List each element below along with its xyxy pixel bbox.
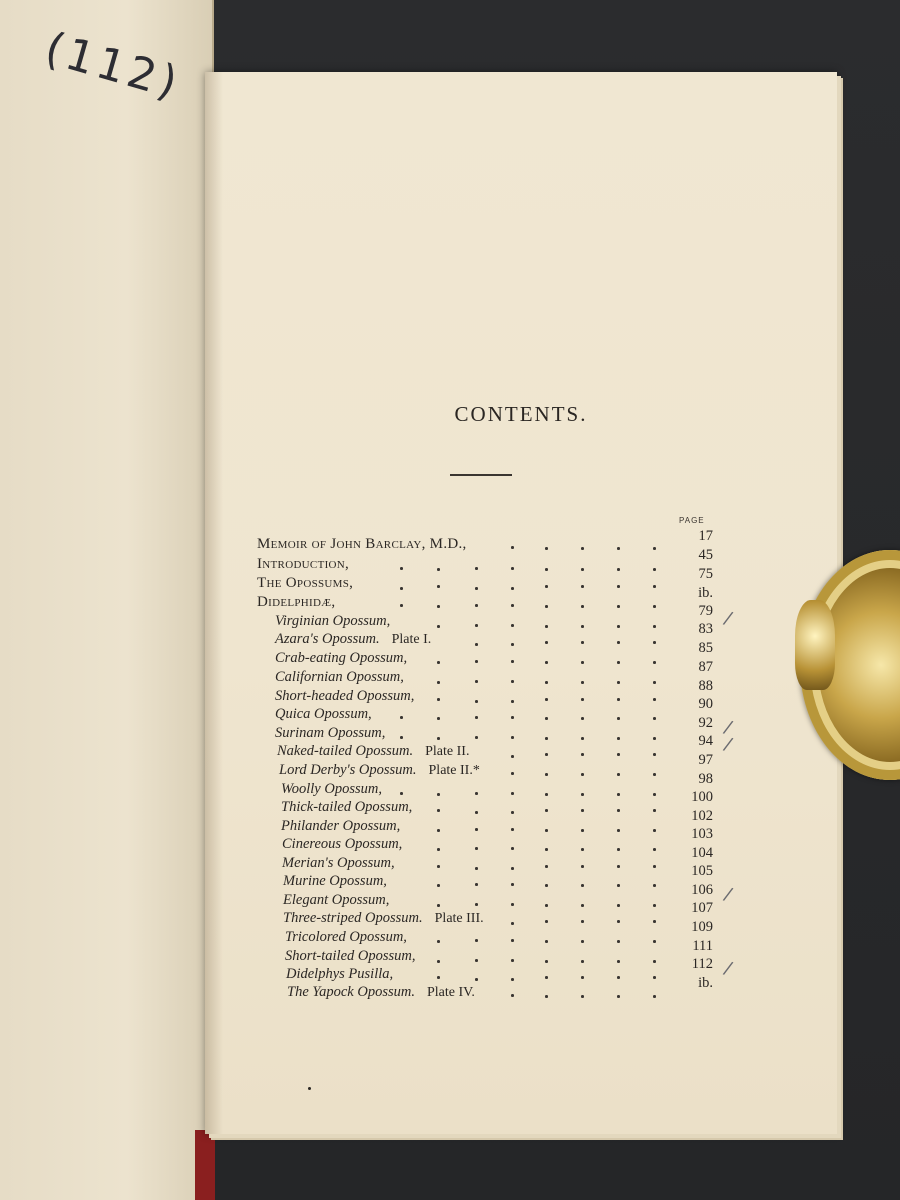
leader-dot	[581, 904, 584, 907]
leader-dot	[511, 883, 514, 886]
leader-dot	[653, 793, 656, 796]
leader-dot	[475, 978, 478, 981]
entry-title: The Opossums,	[257, 575, 354, 591]
leader-dot	[511, 624, 514, 627]
entry-title: Thick-tailed Opossum,	[281, 799, 413, 815]
leader-dot	[617, 753, 620, 756]
entry-title: Lord Derby's Opossum.	[279, 762, 417, 778]
entry-page-number: 103	[691, 826, 713, 842]
leader-dot	[653, 568, 656, 571]
entry-page-number: 75	[698, 566, 713, 582]
leader-dot	[581, 605, 584, 608]
leader-dot	[617, 585, 620, 588]
leader-dot	[511, 546, 514, 549]
entry-title: Naked-tailed Opossum.	[277, 743, 414, 759]
leader-dot	[400, 567, 403, 570]
leader-dot	[617, 995, 620, 998]
leader-dot	[437, 940, 440, 943]
leader-dot	[437, 848, 440, 851]
pencil-check-mark: /	[721, 716, 735, 739]
leader-dot	[653, 865, 656, 868]
leader-dot	[653, 884, 656, 887]
leader-dot	[437, 865, 440, 868]
entry-page-number: 92	[698, 715, 713, 731]
leader-dot	[400, 792, 403, 795]
entry-page-number: 111	[692, 938, 713, 954]
leader-dot	[581, 753, 584, 756]
toc-entry	[282, 855, 395, 875]
entry-plate: Plate II.	[425, 744, 470, 759]
entry-title: Woolly Opossum,	[281, 781, 382, 797]
leader-dot	[475, 643, 478, 646]
leader-dot	[511, 567, 514, 570]
entry-title: Tricolored Opossum,	[285, 929, 407, 945]
leader-dot	[511, 811, 514, 814]
leader-dot	[437, 737, 440, 740]
leader-dot	[545, 547, 548, 550]
leader-dot	[511, 994, 514, 997]
leader-dot	[511, 660, 514, 663]
leader-dot	[653, 773, 656, 776]
leader-dot	[437, 661, 440, 664]
toc-entry	[275, 725, 385, 745]
leader-dot	[475, 700, 478, 703]
leader-dot	[581, 809, 584, 812]
leader-dot	[511, 736, 514, 739]
leader-dot	[581, 829, 584, 832]
leader-dot	[653, 829, 656, 832]
leader-dot	[653, 848, 656, 851]
leader-dot	[545, 884, 548, 887]
contents-page	[205, 72, 837, 1134]
toc-entry	[283, 892, 389, 912]
leader-dot	[511, 716, 514, 719]
leader-dot	[511, 643, 514, 646]
leader-dot	[545, 829, 548, 832]
entry-page-number: 87	[698, 659, 713, 675]
pencil-check-mark: /	[721, 607, 735, 630]
leader-dot	[617, 829, 620, 832]
leader-dot	[617, 793, 620, 796]
leader-dot	[437, 884, 440, 887]
leader-dot	[581, 960, 584, 963]
red-edge	[195, 1130, 215, 1200]
leader-dot	[511, 978, 514, 981]
shelfmark-annotation: (112)	[39, 22, 187, 110]
toc-entry	[285, 948, 416, 968]
entry-page-number: ib.	[698, 975, 713, 991]
leader-dot	[653, 681, 656, 684]
entry-title: Crab-eating Opossum,	[275, 650, 408, 666]
leader-dot	[475, 939, 478, 942]
entry-title: Quica Opossum,	[275, 706, 372, 722]
leader-dot	[545, 585, 548, 588]
leader-dot	[617, 737, 620, 740]
leader-dot	[653, 605, 656, 608]
leader-dot	[617, 940, 620, 943]
leader-dot	[475, 792, 478, 795]
leader-dot	[545, 737, 548, 740]
toc-entry	[283, 873, 387, 893]
toc-entry	[275, 706, 372, 726]
leader-dot	[581, 848, 584, 851]
pencil-check-mark: /	[721, 957, 735, 980]
leader-dot	[545, 681, 548, 684]
leader-dot	[617, 865, 620, 868]
leader-dot	[617, 661, 620, 664]
leader-dot	[545, 625, 548, 628]
entry-page-number: 100	[691, 789, 713, 805]
leader-dot	[653, 547, 656, 550]
entry-plate: Plate IV.	[426, 985, 475, 1000]
leader-dot	[617, 773, 620, 776]
leader-dot	[653, 585, 656, 588]
leader-dot	[617, 681, 620, 684]
toc-entry	[281, 818, 400, 838]
toc-entry	[279, 762, 480, 782]
entry-page-number: 109	[691, 919, 713, 935]
leader-dot	[617, 625, 620, 628]
entry-title: Californian Opossum,	[275, 669, 404, 685]
leader-dot	[511, 867, 514, 870]
leader-dot	[545, 940, 548, 943]
leader-dot	[653, 753, 656, 756]
entry-page-number: 112	[691, 956, 713, 972]
leader-dot	[617, 698, 620, 701]
entry-page-number: ib.	[698, 585, 713, 601]
leader-dot	[437, 585, 440, 588]
leader-dot	[475, 680, 478, 683]
leader-dot	[511, 959, 514, 962]
leader-dot	[475, 604, 478, 607]
leader-dot	[653, 809, 656, 812]
entry-title: Short-tailed Opossum,	[285, 948, 416, 964]
leader-dot	[475, 660, 478, 663]
leader-dot	[581, 641, 584, 644]
table-of-contents	[205, 72, 837, 1134]
entry-page-number: 79	[698, 603, 713, 619]
toc-entry	[257, 575, 353, 595]
leader-dot	[437, 960, 440, 963]
entry-title: Introduction,	[257, 556, 350, 572]
leader-dot	[545, 717, 548, 720]
leader-dot	[437, 829, 440, 832]
leader-dot	[437, 625, 440, 628]
toc-entry	[275, 669, 404, 689]
leader-dot	[617, 809, 620, 812]
leader-dot	[475, 883, 478, 886]
leader-dot	[581, 737, 584, 740]
leader-dot	[545, 865, 548, 868]
leader-dot	[545, 568, 548, 571]
entry-title: Merian's Opossum,	[282, 855, 395, 871]
leader-dot	[653, 661, 656, 664]
gilt-crest	[795, 600, 835, 690]
leader-dot	[511, 604, 514, 607]
entry-title: The Yapock Opossum.	[287, 984, 415, 1000]
leader-dot	[545, 698, 548, 701]
leader-dot	[475, 716, 478, 719]
toc-entry	[275, 631, 431, 651]
entry-plate: Plate III.	[434, 911, 484, 926]
leader-dot	[617, 605, 620, 608]
leader-dot	[617, 547, 620, 550]
entry-page-number: 88	[698, 678, 713, 694]
page-title: CONTENTS.	[454, 402, 588, 426]
leader-dot	[581, 717, 584, 720]
leader-dot	[581, 793, 584, 796]
leader-dot	[581, 625, 584, 628]
leader-dot	[511, 755, 514, 758]
leader-dot	[581, 681, 584, 684]
entry-title: Surinam Opossum,	[275, 725, 386, 741]
entry-page-number: 107	[691, 900, 713, 916]
leader-dot	[581, 773, 584, 776]
leader-dot	[653, 920, 656, 923]
leader-dot	[475, 828, 478, 831]
leader-dot	[581, 976, 584, 979]
entry-title: Didelphys Pusilla,	[286, 966, 394, 982]
entry-page-number: 17	[698, 528, 713, 544]
leader-dot	[437, 605, 440, 608]
toc-entry	[257, 594, 335, 614]
entry-page-number: 90	[698, 696, 713, 712]
leader-dot	[545, 904, 548, 907]
entry-plate: Plate I.	[391, 632, 432, 647]
leader-dot	[545, 605, 548, 608]
entry-title: Elegant Opossum,	[283, 892, 390, 908]
leader-dot	[400, 716, 403, 719]
pencil-check-mark: /	[721, 883, 735, 906]
page-column-header: PAGE	[679, 516, 705, 525]
leader-dot	[545, 809, 548, 812]
leader-dot	[545, 920, 548, 923]
left-page	[0, 0, 214, 1200]
leader-dot	[581, 920, 584, 923]
leader-dot	[511, 792, 514, 795]
leader-dot	[617, 884, 620, 887]
leader-dot	[617, 904, 620, 907]
toc-entry	[275, 613, 390, 633]
leader-dot	[437, 717, 440, 720]
leader-dot	[511, 680, 514, 683]
leader-dot	[581, 884, 584, 887]
leader-dot	[581, 865, 584, 868]
leader-dot	[437, 904, 440, 907]
leader-dot	[653, 995, 656, 998]
leader-dot	[511, 847, 514, 850]
entry-page-number: 94	[698, 733, 713, 749]
leader-dot	[653, 976, 656, 979]
leader-dot	[617, 976, 620, 979]
entry-page-number: 45	[698, 547, 713, 563]
entry-page-number: 104	[691, 845, 713, 861]
leader-dot	[653, 737, 656, 740]
leader-dot	[545, 661, 548, 664]
entry-page-number: 83	[698, 621, 713, 637]
entry-page-number: 106	[691, 882, 713, 898]
toc-entry	[281, 799, 412, 819]
entry-title: Memoir of John Barclay, M.D.,	[257, 536, 467, 552]
leader-dot	[511, 587, 514, 590]
entry-title: Azara's Opossum.	[275, 631, 380, 647]
leader-dot	[437, 698, 440, 701]
leader-dot	[437, 568, 440, 571]
leader-dot	[475, 903, 478, 906]
leader-dot	[653, 960, 656, 963]
leader-dot	[475, 811, 478, 814]
entry-title: Philander Opossum,	[281, 818, 401, 834]
leader-dot	[581, 995, 584, 998]
entry-page-number: 85	[698, 640, 713, 656]
leader-dot	[545, 995, 548, 998]
entry-title: Virginian Opossum,	[275, 613, 391, 629]
leader-dot	[511, 922, 514, 925]
leader-dot	[475, 867, 478, 870]
leader-dot	[581, 547, 584, 550]
leader-dot	[653, 625, 656, 628]
leader-dot	[617, 717, 620, 720]
leader-dot	[545, 960, 548, 963]
leader-dot	[545, 848, 548, 851]
leader-dot	[545, 976, 548, 979]
entry-title: Cinereous Opossum,	[282, 836, 403, 852]
leader-dot	[511, 939, 514, 942]
pencil-check-mark: /	[721, 733, 735, 756]
leader-dot	[617, 848, 620, 851]
toc-entry	[281, 781, 382, 801]
leader-dot	[437, 976, 440, 979]
toc-entry	[286, 966, 393, 986]
leader-dot	[581, 940, 584, 943]
entry-page-number: 105	[691, 863, 713, 879]
toc-entry	[282, 836, 402, 856]
leader-dot	[617, 641, 620, 644]
toc-entry	[257, 556, 349, 576]
entry-plate: Plate II.*	[428, 763, 480, 778]
leader-dot	[511, 828, 514, 831]
leader-dot	[653, 904, 656, 907]
leader-dot	[653, 717, 656, 720]
leader-dot	[581, 661, 584, 664]
toc-entry	[275, 650, 407, 670]
leader-dot	[475, 567, 478, 570]
entry-title: Short-headed Opossum,	[275, 688, 415, 704]
toc-entry	[277, 743, 469, 763]
entry-title: Three-striped Opossum.	[283, 910, 423, 926]
toc-entry	[287, 984, 475, 1004]
leader-dot	[511, 772, 514, 775]
leader-dot	[617, 960, 620, 963]
leader-dot	[545, 773, 548, 776]
leader-dot	[475, 959, 478, 962]
leader-dot	[475, 847, 478, 850]
entry-page-number: 102	[691, 808, 713, 824]
leader-dot	[475, 587, 478, 590]
leader-dot	[400, 604, 403, 607]
leader-dot	[400, 736, 403, 739]
page-speck	[308, 1087, 311, 1090]
leader-dot	[437, 681, 440, 684]
leader-dot	[581, 698, 584, 701]
entry-title: Murine Opossum,	[283, 873, 387, 889]
leader-dot	[617, 568, 620, 571]
leader-dot	[581, 585, 584, 588]
leader-dot	[437, 809, 440, 812]
leader-dot	[617, 920, 620, 923]
toc-entry	[285, 929, 407, 949]
leader-dot	[545, 753, 548, 756]
entry-page-number: 98	[698, 771, 713, 787]
leader-dot	[545, 641, 548, 644]
leader-dot	[400, 587, 403, 590]
toc-entry	[275, 688, 414, 708]
entry-title: Didelphidæ,	[257, 594, 336, 610]
leader-dot	[437, 793, 440, 796]
toc-entry	[283, 910, 484, 930]
toc-entry	[257, 536, 467, 556]
leader-dot	[653, 698, 656, 701]
leader-dot	[545, 793, 548, 796]
leader-dot	[653, 940, 656, 943]
entry-page-number: 97	[698, 752, 713, 768]
leader-dot	[511, 700, 514, 703]
leader-dot	[653, 641, 656, 644]
leader-dot	[475, 736, 478, 739]
leader-dot	[581, 568, 584, 571]
leader-dot	[475, 624, 478, 627]
leader-dot	[511, 903, 514, 906]
